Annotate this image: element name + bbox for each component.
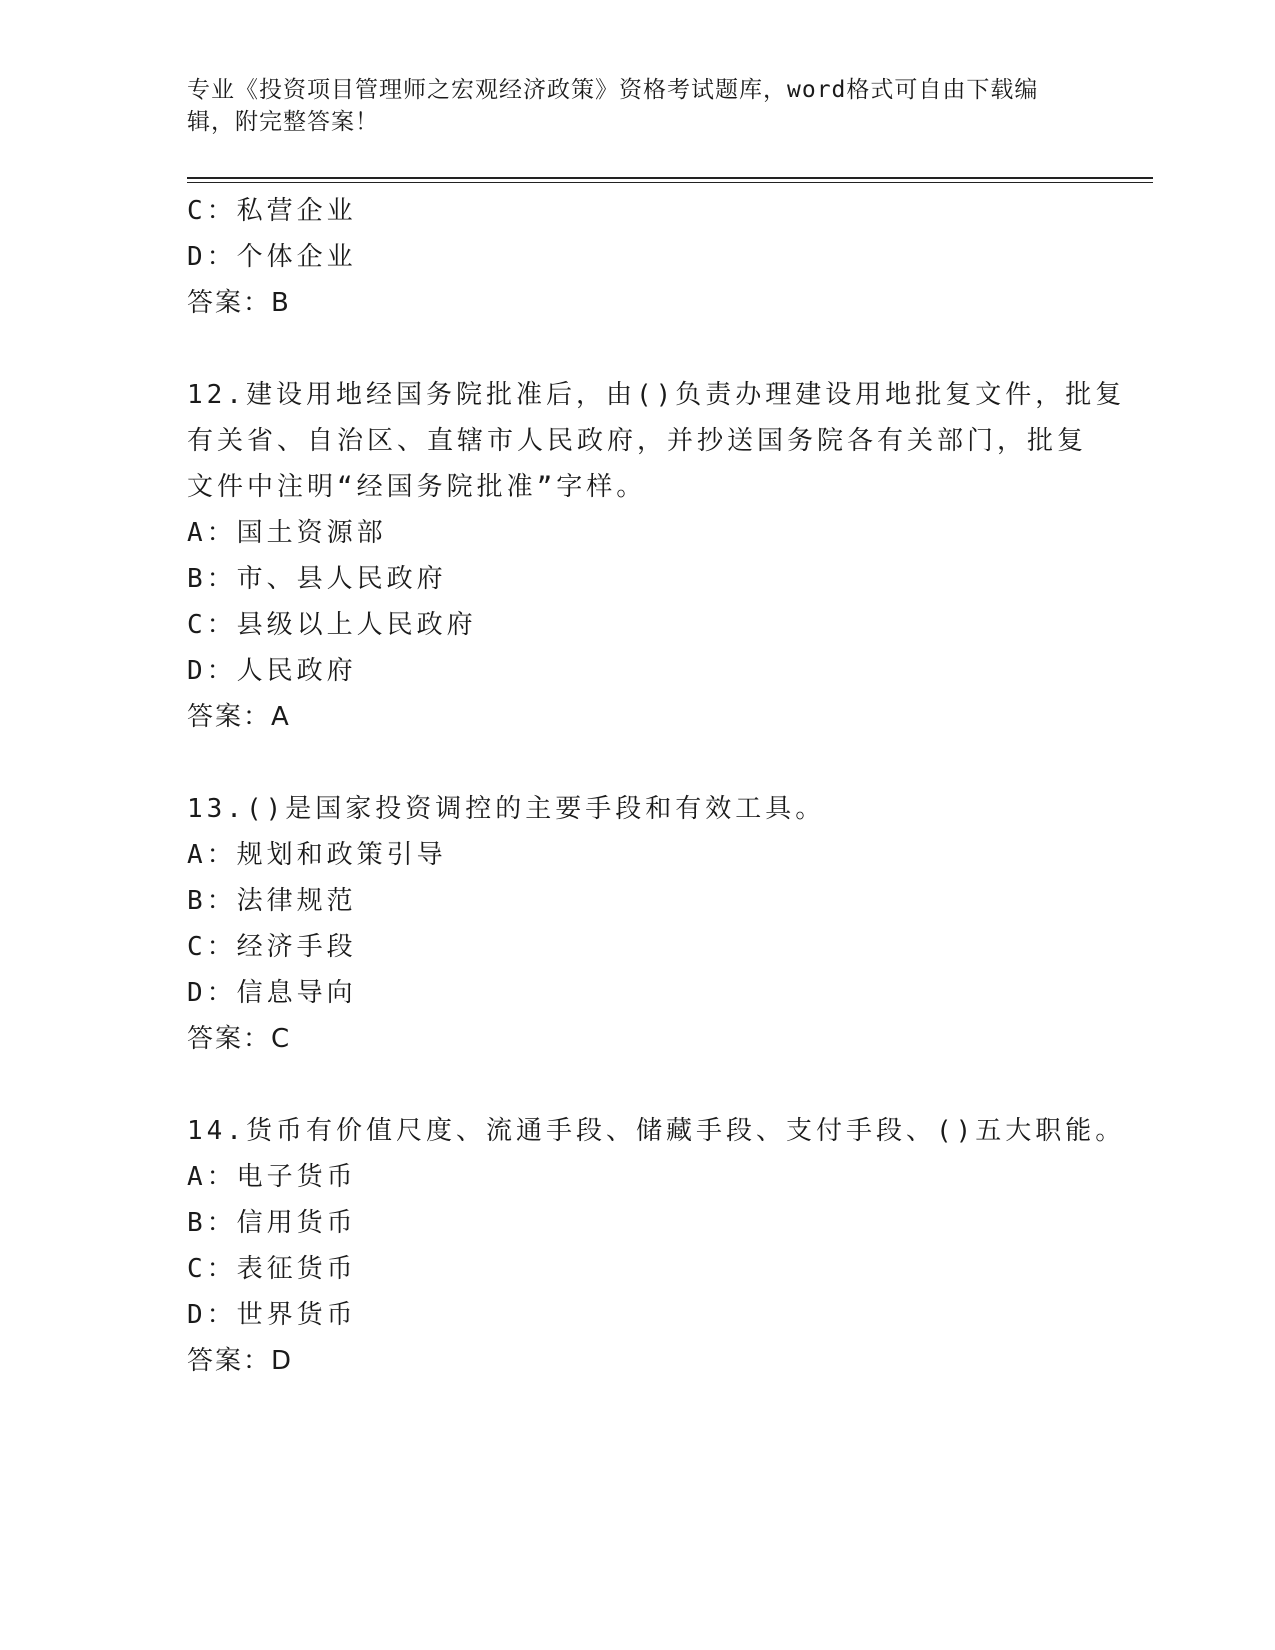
option-b: B：市、县人民政府 bbox=[187, 564, 447, 594]
answer-line: 答案：D bbox=[187, 1346, 294, 1376]
spacer bbox=[187, 326, 1087, 372]
question-stem: 12.建设用地经国务院批准后，由()负责办理建设用地批复文件，批复 bbox=[187, 380, 1126, 410]
header-rule-thick bbox=[187, 177, 1153, 179]
option-d: D：信息导向 bbox=[187, 978, 357, 1008]
page-header bbox=[187, 74, 1067, 138]
question-11-tail bbox=[187, 188, 1087, 326]
question-stem: 文件中注明“经国务院批准”字样。 bbox=[187, 472, 647, 502]
answer-line: 答案：A bbox=[187, 702, 291, 732]
spacer bbox=[187, 1062, 1087, 1108]
question-stem: 14.货币有价值尺度、流通手段、储藏手段、支付手段、()五大职能。 bbox=[187, 1116, 1126, 1146]
option-b: B：信用货币 bbox=[187, 1208, 357, 1238]
question-13 bbox=[187, 786, 1087, 1062]
answer-line: 答案：B bbox=[187, 288, 291, 318]
option-a: A：规划和政策引导 bbox=[187, 840, 447, 870]
header-rule-thin bbox=[187, 182, 1153, 183]
option-a: A：国土资源部 bbox=[187, 518, 387, 548]
option-c: C：县级以上人民政府 bbox=[187, 610, 477, 640]
answer-line: 答案：C bbox=[187, 1024, 292, 1054]
option-c: C：私营企业 bbox=[187, 196, 357, 226]
option-c: C：经济手段 bbox=[187, 932, 357, 962]
option-d: D：个体企业 bbox=[187, 242, 357, 272]
option-d: D：世界货币 bbox=[187, 1300, 357, 1330]
spacer bbox=[187, 740, 1087, 786]
header-line-1: 专业《投资项目管理师之宏观经济政策》资格考试题库，word格式可自由下载编 bbox=[187, 77, 1039, 103]
question-stem: 有关省、自治区、直辖市人民政府，并抄送国务院各有关部门，批复 bbox=[187, 426, 1088, 456]
option-d: D：人民政府 bbox=[187, 656, 357, 686]
option-b: B：法律规范 bbox=[187, 886, 357, 916]
option-a: A：电子货币 bbox=[187, 1162, 357, 1192]
option-c: C：表征货币 bbox=[187, 1254, 357, 1284]
question-14 bbox=[187, 1108, 1126, 1384]
header-line-2: 辑，附完整答案！ bbox=[187, 109, 379, 135]
question-stem: 13.()是国家投资调控的主要手段和有效工具。 bbox=[187, 794, 826, 824]
question-12 bbox=[187, 372, 1126, 740]
document-body bbox=[187, 188, 1126, 1384]
